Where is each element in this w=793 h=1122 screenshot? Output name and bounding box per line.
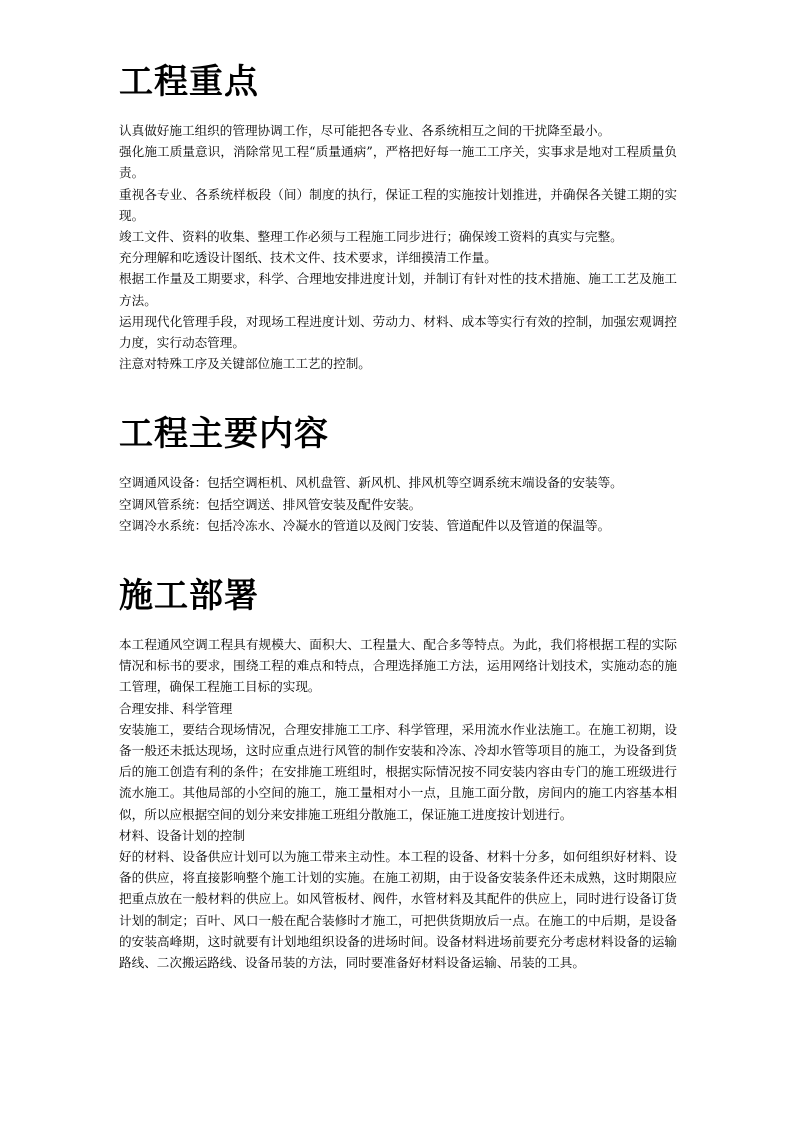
section-title: 工程重点 bbox=[119, 62, 259, 102]
paragraph: 根据工作量及工期要求，科学、合理地安排进度计划，并制订有针对性的技术措施、施工工艺及施工方法。 bbox=[119, 271, 677, 308]
paragraph: 空调通风设备：包括空调柜机、风机盘管、新风机、排风机等空调系统末端设备的安装等。 bbox=[119, 475, 623, 491]
paragraph: 空调风管系统：包括空调送、排风管安装及配件安装。 bbox=[119, 496, 422, 512]
section-spacer bbox=[119, 536, 677, 572]
paragraph: 好的材料、设备供应计划可以为施工带来主动性。本工程的设备、材料十分多，如何组织好材料、设备的供应，将直接影响整个施工计划的实施。在施工初期，由于设备安装条件还未成熟，这时期限应把重点放在一般材料的供应上。如风管板材、阀件，水管材料及其配件的供应上，同时进行设备订货计划的制定；百叶、风口一般在配合装修时才施工，可把供货期放后一点。在施工的中后期，是设备的安装高峰期，这时就要有计划地组织设备的进场时间。设备材料进场前要充分考虑材料设备的运输路线、二次搬运路线、设备吊装的方法，同时要准备好材料设备运输、吊装的工具。 bbox=[119, 849, 677, 971]
section-deployment bbox=[119, 572, 677, 973]
paragraph: 空调冷水系统：包括冷冻水、冷凝水的管道以及阀门安装、管道配件以及管道的保温等。 bbox=[119, 517, 611, 533]
paragraph: 强化施工质量意识，消除常见工程“质量通病”，严格把好每一施工工序关，实事求是地对工程质量负责。 bbox=[119, 144, 677, 181]
subheading: 合理安排、科学管理 bbox=[119, 700, 233, 716]
section-key-points bbox=[119, 58, 677, 374]
section-main-content bbox=[119, 410, 677, 536]
paragraph: 认真做好施工组织的管理协调工作，尽可能把各专业、各系统相互之间的干扰降至最小。 bbox=[119, 123, 611, 138]
section-title: 工程主要内容 bbox=[119, 414, 329, 455]
paragraph: 注意对特殊工序及关键部位施工工艺的控制。 bbox=[119, 356, 371, 372]
paragraph: 本工程通风空调工程具有规模大、面积大、工程量大、配合多等特点。为此，我们将根据工程的实际情况和标书的要求，围绕工程的难点和特点，合理选择施工方法，运用网络计划技术，实施动态的施工管理，确保工程施工目标的实现。 bbox=[119, 637, 677, 695]
subheading: 材料、设备计划的控制 bbox=[119, 827, 245, 843]
section-body bbox=[119, 120, 677, 374]
paragraph: 充分理解和吃透设计图纸、技术文件、技术要求，详细摸清工作量。 bbox=[119, 250, 497, 266]
document-page bbox=[119, 58, 677, 973]
section-body bbox=[119, 634, 677, 973]
paragraph: 竣工文件、资料的收集、整理工作必须与工程施工同步进行；确保竣工资料的真实与完整。 bbox=[119, 229, 623, 245]
paragraph: 安装施工，要结合现场情况，合理安排施工工序、科学管理，采用流水作业法施工。在施工初期，设备一般还未抵达现场，这时应重点进行风管的制作安装和冷冻、冷却水管等项目的施工，为设备到货后的施工创造有利的条件；在安排施工班组时，根据实际情况按不同安装内容由专门的施工班级进行流水施工。其他局部的小空间的施工，施工量相对小一点，且施工面分散，房间内的施工内容基本相似，所以应根据空间的划分来安排施工班组分散施工，保证施工进度按计划进行。 bbox=[119, 721, 677, 822]
section-title: 施工部署 bbox=[119, 576, 259, 617]
section-spacer bbox=[119, 374, 677, 410]
section-body bbox=[119, 472, 677, 536]
paragraph: 运用现代化管理手段，对现场工程进度计划、劳动力、材料、成本等实行有效的控制，加强宏观调控力度，实行动态管理。 bbox=[119, 313, 677, 351]
paragraph: 重视各专业、各系统样板段（间）制度的执行，保证工程的实施按计划推进，并确保各关键工期的实现。 bbox=[119, 186, 677, 223]
